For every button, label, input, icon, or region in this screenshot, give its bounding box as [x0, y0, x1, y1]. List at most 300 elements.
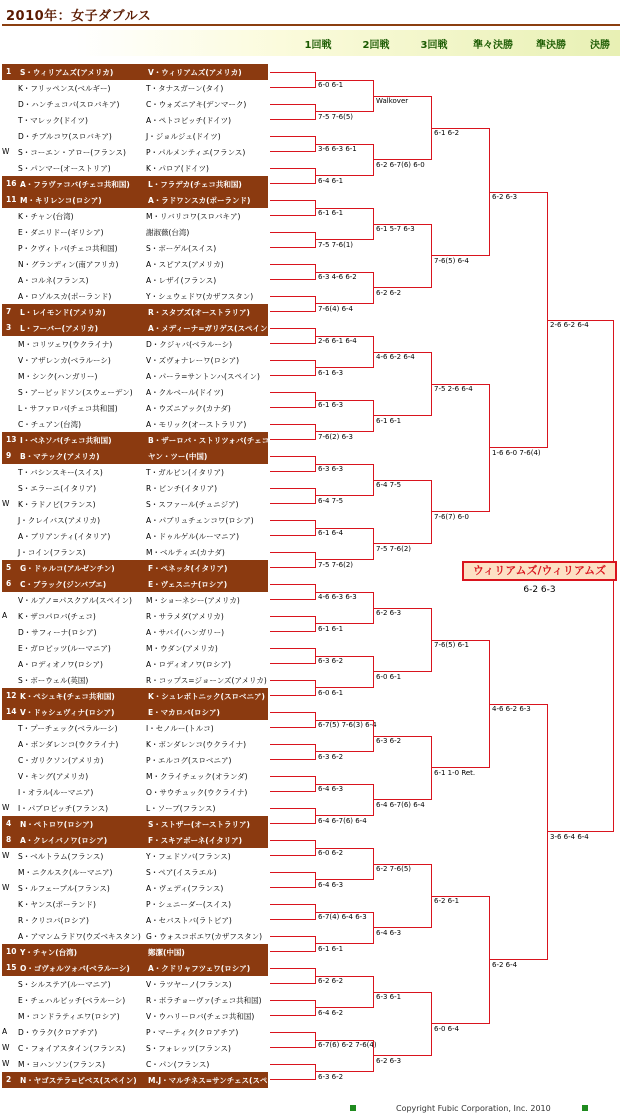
player-name: K・ザコパロバ(チェコ): [18, 612, 96, 621]
seeded-team-row: [2, 832, 268, 848]
player-name: K・フリッペンス(ベルギー): [18, 84, 111, 93]
round2-bracket: [316, 272, 374, 304]
team-row: [0, 1056, 270, 1072]
round1-bracket: [270, 1064, 316, 1080]
page-title: 2010年：女子ダブルス: [6, 9, 152, 24]
seed-mark: 4: [6, 819, 12, 828]
round1-score: 7-6(2) 6-3: [318, 433, 354, 441]
player-name: S・ウィリアムズ(アメリカ): [20, 68, 114, 77]
round-header-sf: 準決勝: [536, 40, 566, 51]
round-header-final: 決勝: [590, 40, 610, 51]
round1-bracket: [270, 968, 316, 984]
seed-mark: 10: [6, 947, 17, 956]
partner-name: M・クライチェック(オランダ): [146, 772, 248, 781]
round2-bracket: [316, 656, 374, 688]
player-name: A・フラヴァコバ(チェコ共和国): [20, 180, 130, 189]
partner-name: K・ボンダレンコ(ウクライナ): [146, 740, 247, 749]
team-row: [0, 768, 270, 784]
round1-score: 6-4 6-1: [318, 177, 344, 185]
player-name: R・クリコバ(ロシア): [18, 916, 89, 925]
round3-bracket: [374, 864, 432, 928]
round3-score: 6-1 6-2: [434, 129, 460, 137]
round3-score: 6-0 6-4: [434, 1025, 460, 1033]
seeded-team-row: [2, 704, 268, 720]
seed-mark: W: [2, 1043, 10, 1052]
round1-score: 7-5 7-6(1): [318, 241, 354, 249]
partner-name: T・ガルビン(イタリア): [146, 468, 224, 477]
player-name: A・クレイバノワ(ロシア): [20, 836, 108, 845]
seeded-team-row: [2, 816, 268, 832]
team-row: [0, 128, 270, 144]
partner-name: P・エルコグ(スロベニア): [146, 756, 232, 765]
player-name: L・フーバー(アメリカ): [20, 324, 99, 333]
seeded-team-row: [2, 192, 268, 208]
player-name: D・サフィーナ(ロシア): [18, 628, 97, 637]
round2-score: 6-2 6-7(6) 6-0: [376, 161, 425, 169]
round1-score: 6-0 6-1: [318, 81, 344, 89]
partner-name: L・ソーブ(フランス): [146, 804, 216, 813]
seed-mark: 13: [6, 435, 17, 444]
team-row: [0, 656, 270, 672]
round1-score: 6-3 6-3: [318, 465, 344, 473]
partner-name: S・ボーゲル(スイス): [146, 244, 217, 253]
partner-name: Y・シュウェドワ(カザフスタン): [146, 292, 254, 301]
round1-bracket: [270, 520, 316, 536]
team-row: [0, 848, 270, 864]
partner-name: P・シュニーダー(スイス): [146, 900, 231, 909]
partner-name: S・ペア(イスラエル): [146, 868, 217, 877]
partner-name: A・メディーナ=ガリゲス(スペイン): [148, 324, 271, 333]
team-row: [0, 976, 270, 992]
team-row: [0, 640, 270, 656]
partner-name: B・ザーロバ・ストリツォバ(チェコ共和国): [148, 436, 296, 445]
seed-mark: 14: [6, 707, 17, 716]
seed-mark: A: [2, 1027, 8, 1036]
champion-box: ウィリアムズ/ウィリアムズ: [462, 561, 617, 581]
round1-score: 6-4 6-3: [318, 785, 344, 793]
partner-name: V・ウハリーロバ(チェコ共和国): [146, 1012, 255, 1021]
team-row: [0, 1008, 270, 1024]
semifinal-score: 2-6 6-2 6-4: [550, 321, 589, 329]
player-name: G・ドゥルコ(アルゼンチン): [20, 564, 115, 573]
round1-bracket: [270, 104, 316, 120]
round3-bracket: [374, 736, 432, 800]
round1-bracket: [270, 872, 316, 888]
team-row: [0, 912, 270, 928]
player-name: I・オラル(ルーマニア): [18, 788, 94, 797]
round1-bracket: [270, 712, 316, 728]
team-row: [0, 464, 270, 480]
player-name: L・サファロバ(チェコ共和国): [18, 404, 118, 413]
player-name: P・クヴィトバ(チェコ共和国): [18, 244, 118, 253]
round1-bracket: [270, 168, 316, 184]
round2-bracket: [316, 720, 374, 752]
round1-bracket: [270, 936, 316, 952]
partner-name: A・ロディオノワ(ロシア): [146, 660, 231, 669]
player-name: A・コルネ(フランス): [18, 276, 89, 285]
round1-score: 6-7(4) 6-4 6-3: [318, 913, 367, 921]
partner-name: A・ペトコビッチ(ドイツ): [146, 116, 232, 125]
round2-score: 7-5 7-6(2): [376, 545, 412, 553]
partner-name: K・パロア(ドイツ): [146, 164, 209, 173]
seed-mark: 6: [6, 579, 12, 588]
round1-score: 6-2 6-2: [318, 977, 344, 985]
seeded-team-row: [2, 448, 268, 464]
player-name: S・ベルトラム(フランス): [18, 852, 104, 861]
team-row: [0, 800, 270, 816]
round3-score: 7-6(7) 6-0: [434, 513, 470, 521]
round2-score: 6-2 7-6(5): [376, 865, 412, 873]
title-divider: [2, 24, 620, 26]
partner-name: V・ラツヤーノ(フランス): [146, 980, 232, 989]
round3-score: 7-6(5) 6-4: [434, 257, 470, 265]
partner-name: C・ウォズニアキ(デンマーク): [146, 100, 247, 109]
player-name: E・ガロビッツ(ルーマニア): [18, 644, 111, 653]
round3-bracket: [374, 352, 432, 416]
seed-mark: 12: [6, 691, 17, 700]
partner-name: T・タナスガーン(タイ): [146, 84, 224, 93]
round2-bracket: [316, 592, 374, 624]
round1-bracket: [270, 72, 316, 88]
round-header-r1: 1回戦: [304, 40, 332, 51]
partner-name: R・スタブズ(オーストラリア): [148, 308, 250, 317]
seed-mark: 11: [6, 195, 17, 204]
player-name: S・コーエン・アロー(フランス): [18, 148, 126, 157]
player-name: A・ボンダレンコ(ウクライナ): [18, 740, 119, 749]
player-name: S・エラーニ(イタリア): [18, 484, 97, 493]
seed-mark: 8: [6, 835, 12, 844]
round-header-r2: 2回戦: [362, 40, 390, 51]
seeded-team-row: [2, 320, 271, 336]
round2-score: 6-4 6-7(6) 6-4: [376, 801, 425, 809]
team-row: [0, 480, 270, 496]
copyright: Copyright Fubic Corporation, Inc. 2010: [396, 1104, 551, 1113]
team-row: [0, 96, 270, 112]
partner-name: A・ドゥルゲル(ルーマニア): [146, 532, 239, 541]
partner-name: A・クルベール(ドイツ): [146, 388, 224, 397]
round1-score: 6-0 6-1: [318, 689, 344, 697]
partner-name: I・セノルー(トルコ): [146, 724, 214, 733]
player-name: C・フォイアスタイン(フランス): [18, 1044, 126, 1053]
round2-bracket: [316, 848, 374, 880]
player-name: V・アザレンカ(ベラルーシ): [18, 356, 111, 365]
player-name: C・チュアン(台湾): [18, 420, 82, 429]
player-name: M・ニクルスク(ルーマニア): [18, 868, 113, 877]
round2-score: 6-3 6-1: [376, 993, 402, 1001]
seed-mark: 3: [6, 323, 12, 332]
seed-mark: W: [2, 851, 10, 860]
round-header-r3: 3回戦: [420, 40, 448, 51]
partner-name: M・ベルティエ(カナダ): [146, 548, 225, 557]
player-name: O・ゴヴォルツォバ(ベラルーシ): [20, 964, 130, 973]
partner-name: O・サウチュック(ウクライナ): [146, 788, 248, 797]
partner-name: ヤン・ツー(中国): [148, 452, 208, 461]
round2-bracket: [316, 80, 374, 112]
partner-name: K・シュレボトニック(スロベニア): [148, 692, 265, 701]
round2-score: 4-6 6-2 6-4: [376, 353, 415, 361]
round3-score: 6-2 6-1: [434, 897, 460, 905]
round2-bracket: [316, 976, 374, 1008]
seeded-team-row: [2, 176, 268, 192]
partner-name: A・セバストバ(ラトビア): [146, 916, 232, 925]
round2-bracket: [316, 464, 374, 496]
player-name: M・コンドラティエワ(ロシア): [18, 1012, 120, 1021]
player-name: A・ロゾルスカ(ポーランド): [18, 292, 112, 301]
team-row: [0, 144, 270, 160]
quarterfinal-bracket: [432, 896, 490, 1024]
round1-score: 6-1 6-4: [318, 529, 344, 537]
player-name: S・アービッドソン(スウェーデン): [18, 388, 133, 397]
player-name: I・ベネソバ(チェコ共和国): [20, 436, 112, 445]
round2-score: 6-2 6-2: [376, 289, 402, 297]
round1-bracket: [270, 904, 316, 920]
player-name: A・ロディオノワ(ロシア): [18, 660, 103, 669]
partner-name: R・サラメダ(アメリカ): [146, 612, 224, 621]
player-name: D・ウラク(クロアチア): [18, 1028, 98, 1037]
player-name: N・ヤゴステラ=ピベス(スペイン): [20, 1076, 137, 1085]
round2-score: 6-2 6-3: [376, 1057, 402, 1065]
round1-bracket: [270, 776, 316, 792]
round2-bracket: [316, 784, 374, 816]
round1-score: 7-5 7-6(2): [318, 561, 354, 569]
round1-bracket: [270, 1000, 316, 1016]
team-row: [0, 752, 270, 768]
round1-bracket: [270, 360, 316, 376]
partner-name: A・サバイ(ハンガリー): [146, 628, 225, 637]
partner-name: A・パブリュチェンコワ(ロシア): [146, 516, 254, 525]
round2-bracket: [316, 144, 374, 176]
player-name: A・ブリアンティ(イタリア): [18, 532, 111, 541]
seed-mark: 15: [6, 963, 17, 972]
partner-name: P・パルメンティエ(フランス): [146, 148, 246, 157]
partner-name: V・ズヴォナレーワ(ロシア): [146, 356, 240, 365]
seed-mark: 2: [6, 1075, 12, 1084]
semifinal-bracket: [490, 704, 548, 960]
round1-score: 3-6 6-3 6-1: [318, 145, 357, 153]
team-row: [0, 864, 270, 880]
partner-name: R・ビンチ(イタリア): [146, 484, 218, 493]
round1-score: 7-5 7-6(5): [318, 113, 354, 121]
round1-bracket: [270, 488, 316, 504]
team-row: [0, 512, 270, 528]
partner-name: Y・フェドソバ(フランス): [146, 852, 231, 861]
team-row: [0, 608, 270, 624]
team-row: [0, 288, 270, 304]
team-row: [0, 240, 270, 256]
partner-name: M・ウダン(アメリカ): [146, 644, 218, 653]
round3-score: 7-5 2-6 6-4: [434, 385, 473, 393]
player-name: J・クレイバス(アメリカ): [18, 516, 101, 525]
round1-bracket: [270, 456, 316, 472]
round1-score: 7-6(4) 6-4: [318, 305, 354, 313]
round1-score: 6-7(6) 6-2 7-6(4): [318, 1041, 377, 1049]
round1-bracket: [270, 1032, 316, 1048]
partner-name: L・フラデカ(チェコ共和国): [148, 180, 242, 189]
seed-mark: W: [2, 803, 10, 812]
round1-bracket: [270, 296, 316, 312]
team-row: [0, 416, 270, 432]
player-name: M・ヨハンソン(フランス): [18, 1060, 106, 1069]
round3-score: 7-6(5) 6-1: [434, 641, 470, 649]
round1-score: 4-6 6-3 6-3: [318, 593, 357, 601]
partner-name: G・ウォスコボエワ(カザフスタン): [146, 932, 263, 941]
quarterfinal-score: 6-2 6-4: [492, 961, 518, 969]
round3-bracket: [374, 224, 432, 288]
round2-bracket: [316, 912, 374, 944]
seed-mark: W: [2, 499, 10, 508]
team-row: [0, 336, 270, 352]
team-row: [0, 496, 270, 512]
player-name: D・ハンチュコバ(スロバキア): [18, 100, 120, 109]
player-name: Y・チャン(台湾): [20, 948, 78, 957]
partner-name: D・クジャバ(ベラルーシ): [146, 340, 233, 349]
seed-mark: 7: [6, 307, 12, 316]
player-name: V・キング(アメリカ): [18, 772, 89, 781]
seed-mark: 9: [6, 451, 12, 460]
partner-name: C・パン(フランス): [146, 1060, 210, 1069]
player-name: C・ブラック(ジンバブエ): [20, 580, 107, 589]
player-name: T・マレック(ドイツ): [18, 116, 88, 125]
partner-name: A・ラドワンスカ(ポーランド): [148, 196, 251, 205]
team-row: [0, 112, 270, 128]
partner-name: M・ショーネシー(アメリカ): [146, 596, 240, 605]
team-row: [0, 160, 270, 176]
player-name: K・ヤンス(ポーランド): [18, 900, 96, 909]
team-row: [0, 272, 270, 288]
round1-bracket: [270, 648, 316, 664]
seed-mark: 1: [6, 67, 12, 76]
round2-bracket: [316, 336, 374, 368]
footer-square-icon: [582, 1105, 588, 1111]
round1-bracket: [270, 744, 316, 760]
round1-bracket: [270, 136, 316, 152]
round1-score: 6-4 7-5: [318, 497, 344, 505]
player-name: A・アマンムラドワ(ウズベキスタン): [18, 932, 141, 941]
round1-bracket: [270, 264, 316, 280]
round1-score: 6-3 6-2: [318, 657, 344, 665]
player-name: D・チブルコワ(スロバキア): [18, 132, 112, 141]
partner-name: R・ボラチョーヴァ(チェコ共和国): [146, 996, 262, 1005]
player-name: E・チェハルビッチ(ベラルーシ): [18, 996, 126, 1005]
round1-score: 2-6 6-1 6-4: [318, 337, 357, 345]
partner-name: F・ペネッタ(イタリア): [148, 564, 228, 573]
seeded-team-row: [2, 432, 296, 448]
partner-name: J・ジョルジュ(ドイツ): [146, 132, 221, 141]
partner-name: S・ストザー(オーストラリア): [148, 820, 250, 829]
team-row: [0, 1040, 270, 1056]
seed-mark: 5: [6, 563, 12, 572]
team-row: [0, 208, 270, 224]
round2-score: 6-1 5-7 6-3: [376, 225, 415, 233]
seeded-team-row: [2, 560, 268, 576]
player-name: V・ルアノ=パスクアル(スペイン): [18, 596, 132, 605]
team-row: [0, 992, 270, 1008]
partner-name: P・マーティク(クロアチア): [146, 1028, 239, 1037]
round2-score: 6-1 6-1: [376, 417, 402, 425]
partner-name: V・ウィリアムズ(アメリカ): [148, 68, 242, 77]
quarterfinal-score: 4-6 6-2 6-3: [492, 705, 531, 713]
team-row: [0, 224, 270, 240]
player-name: M・キリレンコ(ロシア): [20, 196, 102, 205]
round-header-qf: 準々決勝: [473, 40, 513, 51]
round1-bracket: [270, 840, 316, 856]
team-row: [0, 880, 270, 896]
partner-name: A・クドリャフツェワ(ロシア): [148, 964, 251, 973]
player-name: V・ドゥシェヴィナ(ロシア): [20, 708, 115, 717]
round3-bracket: [374, 608, 432, 672]
round1-score: 6-7(5) 7-6(3) 6-4: [318, 721, 377, 729]
seeded-team-row: [2, 64, 268, 80]
player-name: M・コリツェワ(ウクライナ): [18, 340, 113, 349]
round1-score: 6-0 6-2: [318, 849, 344, 857]
round1-bracket: [270, 616, 316, 632]
team-row: [0, 528, 270, 544]
round1-score: 6-1 6-1: [318, 625, 344, 633]
player-name: S・ルフェーブル(フランス): [18, 884, 110, 893]
round1-score: 6-3 6-2: [318, 1073, 344, 1081]
team-row: [0, 1024, 270, 1040]
round1-score: 6-3 6-2: [318, 753, 344, 761]
round1-score: 6-4 6-7(6) 6-4: [318, 817, 367, 825]
player-name: S・パンマー(オーストリア): [18, 164, 111, 173]
player-name: E・ダニリドー(ギリシア): [18, 228, 104, 237]
partner-name: S・スファール(チュニジア): [146, 500, 239, 509]
seeded-team-row: [2, 576, 268, 592]
partner-name: 鄭潔(中国): [148, 948, 185, 957]
partner-name: A・ヴェディ(フランス): [146, 884, 224, 893]
seeded-team-row: [2, 304, 268, 320]
semifinal-score: 3-6 6-4 6-4: [550, 833, 589, 841]
round1-score: 6-1 6-3: [318, 401, 344, 409]
quarterfinal-bracket: [432, 640, 490, 768]
round2-bracket: [316, 1040, 374, 1072]
player-name: B・マテック(アメリカ): [20, 452, 100, 461]
semifinal-bracket: [490, 192, 548, 448]
partner-name: 謝淑薇(台湾): [146, 228, 190, 237]
player-name: T・バシンスキー(スイス): [18, 468, 103, 477]
final-score: 6-2 6-3: [523, 585, 556, 595]
seeded-team-row: [2, 1072, 286, 1088]
round2-bracket: [316, 528, 374, 560]
round3-bracket: [374, 96, 432, 160]
seeded-team-row: [2, 960, 268, 976]
player-name: S・ボーウェル(英国): [18, 676, 89, 685]
partner-name: F・スキアボーネ(イタリア): [148, 836, 243, 845]
player-name: K・ペシュキ(チェコ共和国): [20, 692, 115, 701]
team-row: [0, 896, 270, 912]
partner-name: M・リバリコワ(スロバキア): [146, 212, 241, 221]
round2-score: 6-0 6-1: [376, 673, 402, 681]
round1-score: 6-3 4-6 6-2: [318, 273, 357, 281]
player-name: K・チャン(台湾): [18, 212, 74, 221]
partner-name: E・マカロバ(ロシア): [148, 708, 220, 717]
round2-score: Walkover: [376, 97, 409, 105]
quarterfinal-bracket: [432, 384, 490, 512]
round2-score: 6-4 6-3: [376, 929, 402, 937]
team-row: [0, 384, 270, 400]
round2-bracket: [316, 400, 374, 432]
team-row: [0, 544, 270, 560]
quarterfinal-bracket: [432, 128, 490, 256]
seed-mark: 16: [6, 179, 17, 188]
round1-bracket: [270, 584, 316, 600]
team-row: [0, 368, 270, 384]
player-name: K・ラドノビ(フランス): [18, 500, 96, 509]
round2-score: 6-2 6-3: [376, 609, 402, 617]
seeded-team-row: [2, 688, 268, 704]
seed-mark: W: [2, 1059, 10, 1068]
team-row: [0, 256, 270, 272]
